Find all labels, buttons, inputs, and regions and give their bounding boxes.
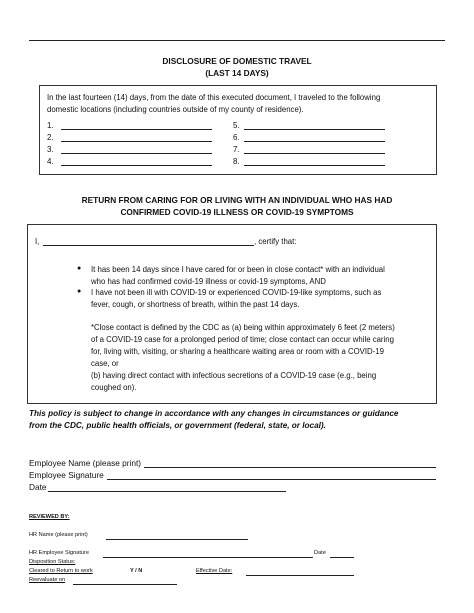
employee-date-field[interactable] [48, 491, 286, 492]
certify-name-field[interactable] [43, 245, 254, 246]
reevaluate-label: Reevaluate on [29, 577, 66, 583]
disposition-status-label: Disposition Status: [29, 559, 76, 565]
location-field-5[interactable] [244, 129, 385, 130]
close-contact-note-line: *Close contact is defined by the CDC as (a) being within approximately 6 feet (2 meters) [91, 323, 395, 332]
certify-suffix: , certify that: [254, 237, 297, 246]
close-contact-note-line: coughed on). [91, 383, 137, 392]
travel-intro-line2: domestic locations (including countries outside of my county of residence). [47, 105, 304, 114]
location-field-7[interactable] [244, 153, 385, 154]
location-field-6[interactable] [244, 141, 385, 142]
certify-prefix: I, [35, 237, 40, 246]
policy-line1: This policy is subject to change in accordance with any changes in circumstances or guidance [29, 409, 399, 418]
reviewed-by-heading: REVIEWED BY: [29, 514, 70, 520]
location-field-4[interactable] [61, 165, 212, 166]
close-contact-note-line: of a COVID-19 case for a prolonged period of time; close contact can occur while caring [91, 335, 394, 344]
location-number: 1. [47, 121, 54, 130]
location-number: 2. [47, 133, 54, 142]
hr-name-field[interactable] [106, 539, 248, 540]
location-number: 6. [233, 133, 240, 142]
hr-date-label: Date [314, 550, 326, 556]
bullet2-line1: I have not been ill with COVID-19 or experienced COVID-19-like symptoms, such as [91, 288, 382, 297]
bullet-icon: ● [77, 265, 82, 272]
location-field-1[interactable] [61, 129, 212, 130]
effective-date-field[interactable] [246, 575, 354, 576]
policy-line2: from the CDC, public health officials, or government (federal, state, or local). [29, 421, 326, 430]
bullet-icon: ● [77, 288, 82, 295]
bullet1-line1: It has been 14 days since I have cared for or been in close contact* with an individual [91, 265, 385, 274]
location-number: 5. [233, 121, 240, 130]
close-contact-note-line: for, living with, visiting, or sharing a healthcare waiting area or room with a COVID-19 [91, 347, 384, 356]
covid-title-line2: CONFIRMED COVID-19 ILLNESS OR COVID-19 SYMPTOMS [120, 207, 354, 217]
effective-date-label: Effective Date: [196, 568, 233, 574]
hr-name-label: HR Name (please print) [29, 532, 88, 538]
employee-signature-label: Employee Signature [29, 470, 104, 480]
location-number: 7. [233, 145, 240, 154]
location-field-2[interactable] [61, 141, 212, 142]
yes-no-toggle[interactable]: Y / N [130, 568, 143, 574]
reevaluate-field[interactable] [73, 584, 177, 585]
cleared-label: Cleared to Return to work [29, 568, 93, 574]
hr-signature-label: HR Employee Signature [29, 550, 90, 556]
hr-date-field[interactable] [330, 557, 354, 558]
top-rule [29, 40, 445, 41]
close-contact-note-line: case, or [91, 359, 119, 368]
travel-intro-line1: In the last fourteen (14) days, from the date of this executed document, I traveled to the following [47, 93, 381, 102]
close-contact-note-line: (b) having direct contact with infectious secretions of a COVID-19 case (e.g., being [91, 371, 377, 380]
hr-signature-field[interactable] [103, 557, 313, 558]
location-number: 8. [233, 157, 240, 166]
employee-signature-field[interactable] [107, 479, 436, 480]
covid-title-line1: RETURN FROM CARING FOR OR LIVING WITH AN INDIVIDUAL WHO HAS HAD [81, 195, 393, 205]
location-number: 4. [47, 157, 54, 166]
employee-name-label: Employee Name (please print) [29, 458, 142, 468]
location-field-8[interactable] [244, 165, 385, 166]
employee-date-label: Date [29, 482, 47, 492]
bullet1-line2: who has had confirmed covid-19 illness or covid-19 symptoms, AND [91, 277, 326, 286]
travel-title-line1: DISCLOSURE OF DOMESTIC TRAVEL [162, 56, 312, 66]
travel-title-line2: (LAST 14 DAYS) [205, 68, 269, 78]
employee-name-field[interactable] [144, 467, 436, 468]
bullet2-line2: fever, cough, or shortness of breath, within the past 14 days. [91, 300, 300, 309]
location-number: 3. [47, 145, 54, 154]
location-field-3[interactable] [61, 153, 212, 154]
